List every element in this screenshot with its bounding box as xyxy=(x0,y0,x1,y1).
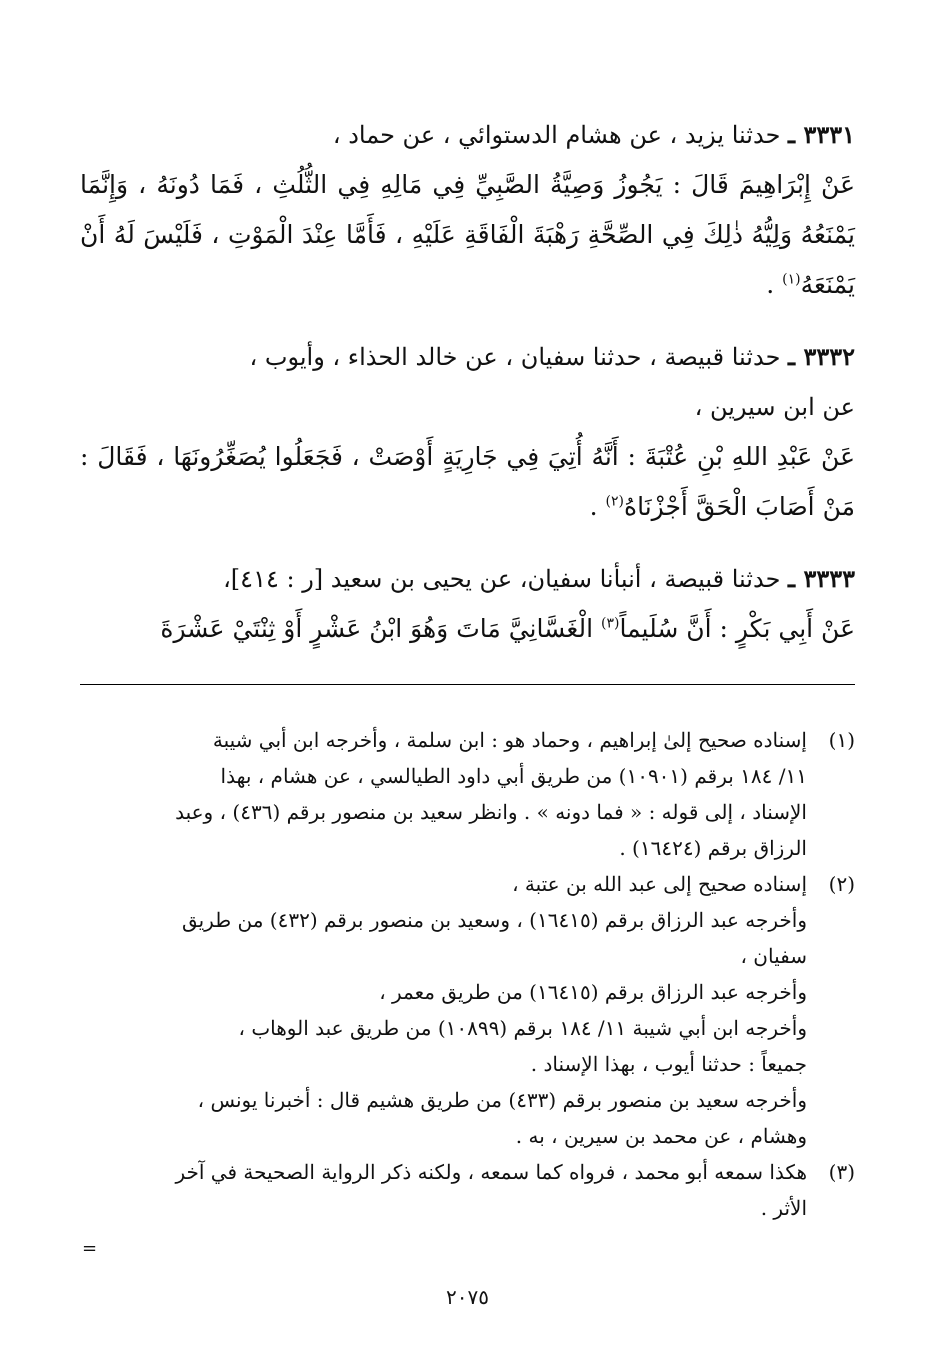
isnad-text: حدثنا يزيد ، عن هشام الدستوائي ، عن حماد ، xyxy=(332,121,781,149)
footnote-line: وأخرجه عبد الرزاق برقم (١٦٤١٥) ، وسعيد بن منصور برقم (٤٣٢) من طريق xyxy=(181,908,807,932)
isnad-text: حدثنا قبيصة ، أنبأنا سفيان، عن يحيى بن سعيد [ر : ٤١٤]، xyxy=(223,565,781,593)
hadith-number: ٣٣٣٣ ـ xyxy=(788,564,855,593)
footnote-ref[interactable]: (٢) xyxy=(605,493,624,510)
hadith-matn xyxy=(80,160,855,310)
isnad-text-2: عن ابن سيرين ، xyxy=(694,393,855,421)
footnote-line: ١١/ ١٨٤ برقم (١٠٩٠١) من طريق أبي داود الطيالسي ، عن هشام ، بهذا xyxy=(220,764,807,788)
footnote-line: هكذا سمعه أبو محمد ، فرواه كما سمعه ، ولكنه ذكر الرواية الصحيحة في آخر xyxy=(175,1160,807,1184)
footnote-line: وهشام ، عن محمد بن سيرين ، به . xyxy=(515,1124,807,1148)
footnote-line: وأخرجه عبد الرزاق برقم (١٦٤١٥) من طريق معمر ، xyxy=(379,980,807,1004)
footnote-number: (٣) xyxy=(828,1160,855,1184)
footnote-line: الأثر . xyxy=(760,1196,807,1220)
footnote-line: إسناده صحيح إلى عبد الله بن عتبة ، xyxy=(512,872,807,896)
footnote-ref[interactable]: (١) xyxy=(782,271,801,288)
footnote-divider xyxy=(80,684,855,685)
continuation-mark: = xyxy=(82,1238,98,1259)
footnote-number: (٢) xyxy=(828,872,855,896)
main-text xyxy=(80,110,855,676)
matn-end: . xyxy=(766,270,783,299)
hadith-number: ٣٣٣٢ ـ xyxy=(788,342,855,371)
footnotes xyxy=(80,722,855,1226)
matn-text: عَنْ إِبْرَاهِيمَ قَالَ : يَجُوزُ وَصِيَّةُ الصَّبِيِّ فِي مَالِهِ فِي الثُّلُثِ ، فَمَا دُونَهُ ، وَإِنَّمَا يَمْنَعُهُ وَلِيُّهُ ذٰلِكَ فِي الصِّحَّةِ رَهْبَةَ الْفَاقَةِ عَلَيْهِ ، فَأَمَّا عِنْدَ الْمَوْتِ ، فَلَيْسَ لَهُ أَنْ يَمْنَعَهُ xyxy=(80,170,855,299)
hadith-isnad xyxy=(80,110,855,160)
footnote-ref[interactable]: (٣) xyxy=(600,615,620,632)
footnote-line: إسناده صحيح إلىٰ إبراهيم ، وحماد هو : ابن سلمة ، وأخرجه ابن أبي شيبة xyxy=(212,728,807,752)
footnote-line: وأخرجه سعيد بن منصور برقم (٤٣٣) من طريق هشيم قال : أخبرنا يونس ، xyxy=(197,1088,807,1112)
footnote-1 xyxy=(80,722,855,866)
matn-end: . xyxy=(589,492,606,521)
isnad-text: حدثنا قبيصة ، حدثنا سفيان ، عن خالد الحذاء ، وأيوب ، xyxy=(249,343,781,371)
matn-text: عَنْ أَبِي بَكْرٍ : أَنَّ سُلَيماً xyxy=(619,614,855,643)
footnote-line: الرزاق برقم (١٦٤٢٤) . xyxy=(619,836,807,860)
hadith-isnad-continued xyxy=(80,382,855,432)
page-number: ٢٠٧٥ xyxy=(446,1285,489,1309)
matn-text: عَنْ عَبْدِ اللهِ بْنِ عُتْبَةَ : أَنَّهُ أُتِيَ فِي جَارِيَةٍ أَوْصَتْ ، فَجَعَلُوا يُصَغِّرُونَهَا ، فَقَالَ : مَنْ أَصَابَ الْحَقَّ أَجْزْنَاهُ xyxy=(80,442,855,521)
hadith-matn xyxy=(80,604,855,654)
hadith-number: ٣٣٣١ ـ xyxy=(788,120,855,149)
footnote-line: الإسناد ، إلى قوله : « فما دونه » . وانظر سعيد بن منصور برقم (٤٣٦) ، وعبد xyxy=(175,800,807,824)
matn-end: الْغَسَّانِيَّ مَاتَ وَهُوَ ابْنُ عَشْرٍ أَوْ ثِنْتَيْ عَشْرَةَ xyxy=(160,614,601,643)
hadith-isnad xyxy=(80,332,855,382)
footnote-line: جميعاً : حدثنا أيوب ، بهذا الإسناد . xyxy=(530,1052,807,1076)
hadith-isnad xyxy=(80,554,855,604)
footnote-line: وأخرجه ابن أبي شيبة ١١/ ١٨٤ برقم (١٠٨٩٩) من طريق عبد الوهاب ، xyxy=(238,1016,807,1040)
footnote-number: (١) xyxy=(828,728,855,752)
hadith-matn xyxy=(80,432,855,532)
footnote-2 xyxy=(80,866,855,1154)
footnote-line: سفيان ، xyxy=(740,944,807,968)
footnote-3 xyxy=(80,1154,855,1226)
